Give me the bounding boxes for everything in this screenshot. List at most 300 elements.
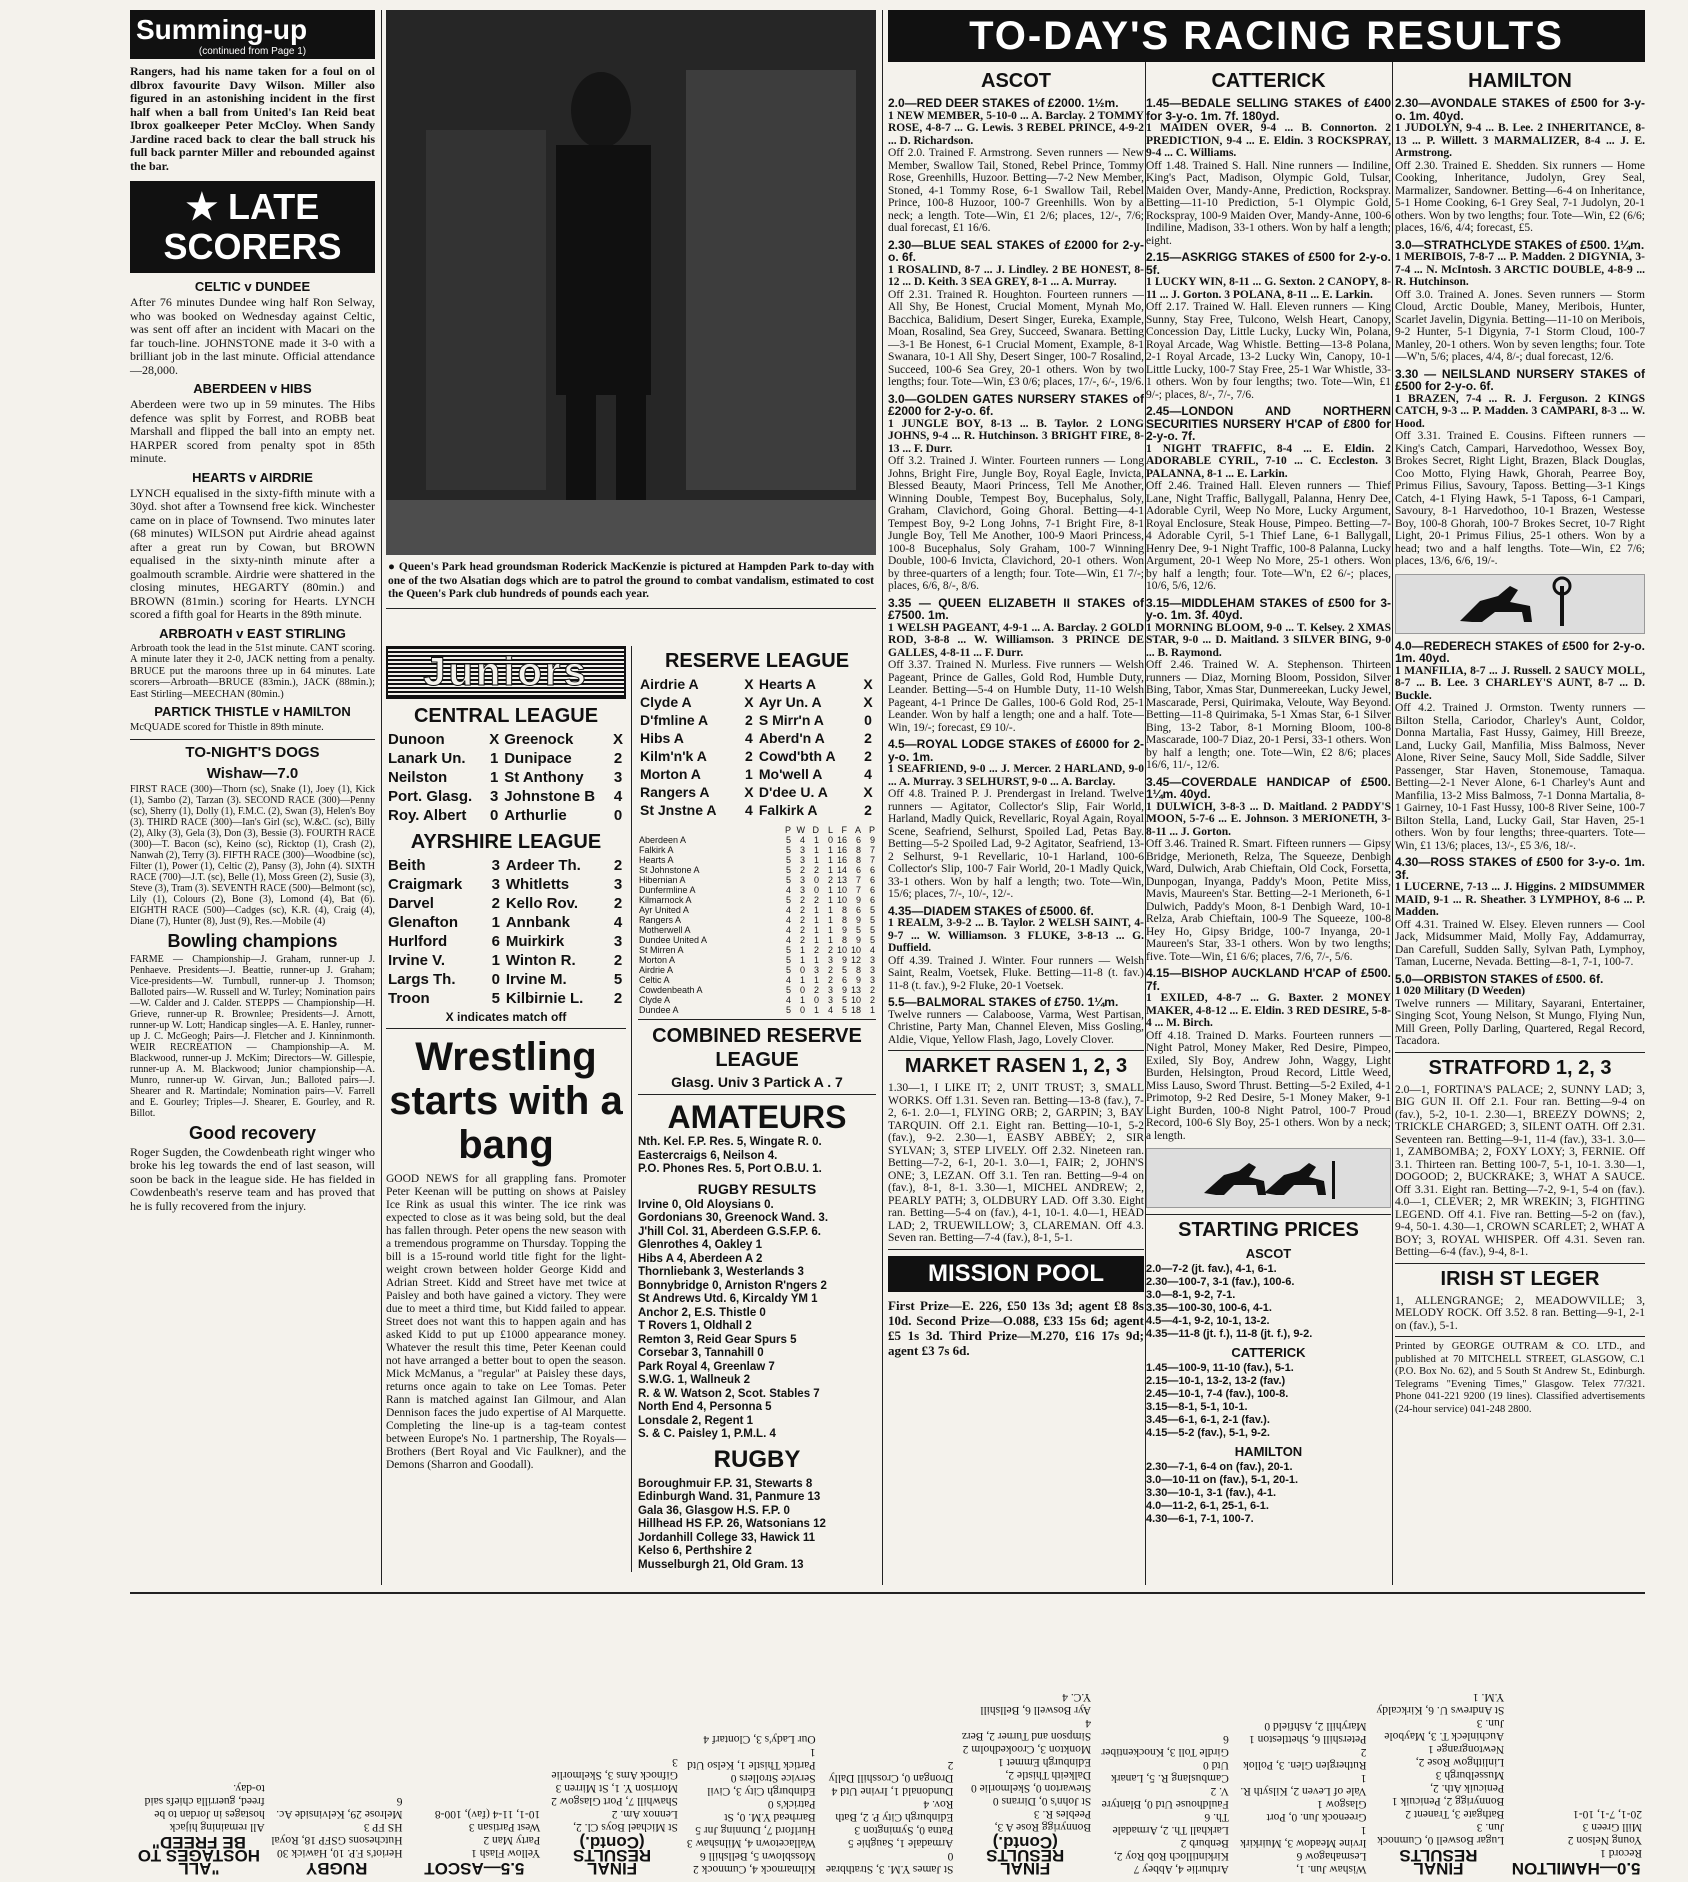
- league-value: 2: [813, 985, 819, 995]
- race-title: 1.45—BEDALE SELLING STAKES of £400 for 3-y-o. 1m. 7f. 180yd.: [1146, 96, 1391, 123]
- score-cell: 2: [744, 748, 753, 764]
- league-row: [638, 845, 876, 855]
- stop-press-line: Simpson and Turner 2, Berz 4: [961, 1717, 1092, 1742]
- reserve-league-row: [638, 711, 876, 729]
- score-cell: 2: [864, 730, 872, 746]
- team-cell: Irvine M.: [505, 971, 567, 988]
- league-value: 6: [855, 835, 861, 845]
- team-cell: Annbank: [505, 914, 570, 931]
- league-value: 2: [813, 865, 819, 875]
- league-value: 16: [836, 835, 847, 845]
- dogs-venue: Wishaw—7.0: [206, 764, 299, 782]
- race-result: [888, 97, 1144, 235]
- stop-press-line: Yellow Flash 1: [471, 1847, 541, 1859]
- league-row: [638, 875, 876, 885]
- league-value: 8: [855, 855, 861, 865]
- stop-press-heading: 5.5—ASCOT: [424, 1859, 525, 1878]
- rugby-result: Corsebar 3, Tannahill 0: [638, 1347, 764, 1359]
- team-cell: Hibs A: [640, 730, 684, 746]
- central-league-row: [386, 787, 626, 806]
- league-value: 1: [827, 905, 833, 915]
- league-value: 8: [841, 935, 847, 945]
- stop-press-line: All remaining hijack hostages in Jordan to be freed, guerrilla chiefs said to-day.: [144, 1782, 265, 1833]
- stop-press-line: Irvine Meadow 3, Muirkirk 1: [1240, 1824, 1367, 1849]
- score-cell: 2: [613, 952, 623, 969]
- stop-press-line: Gifnock Ams 3, Skelmorlie 3: [551, 1756, 678, 1781]
- stop-press-line: Greenock Jun. 0, Port Glasgow 1: [1266, 1798, 1367, 1823]
- stop-press-line: Drongan 0, Crosshill Dally 2: [828, 1759, 954, 1784]
- league-value: 5: [841, 995, 847, 1005]
- score-cell: 4: [744, 802, 753, 818]
- league-row: [638, 975, 876, 985]
- race-result: [1146, 597, 1391, 772]
- ayrshire-league-row: [386, 932, 626, 951]
- league-team: St Johnstone A: [639, 865, 700, 875]
- rugby-results-heading: RUGBY RESULTS: [697, 1180, 817, 1197]
- score-cell: 0: [613, 807, 623, 824]
- team-cell: Greenock: [504, 731, 574, 748]
- race-placings: 1 LUCKY WIN, 8-11 ... G. Sexton. 2 CANOPY, 8-11 ... J. Gorton. 3 POLANA, 8-11 ... E. Larkin.: [1146, 276, 1391, 301]
- race-result: [888, 996, 1144, 1046]
- league-row: [638, 935, 876, 945]
- stratford-results: 2.0—1, FORTINA'S PALACE; 2, SUNNY LAD; 3, BIG GUN II. Off 2.1. Four ran. Betting—9-4 on (fav.), 5-2, 10-1. 2.30—1, BREEZY DOWNS; 2, TRICKLE CHARGED; 3, SILENT OATH. Off 2.31. Seventeen ran. Betting—9-1, 11-4 (fav.), 33-1. 3.0—1, ZAMBOMBA; 2, FOXY LOXY; 3, FERNIE. Off 3.1. Thirteen ran. Betting 100-7, 5-1, 10-1. 3.30—1, DOGOOD; 2, BUCKRAKE; 3, WHAT A SAUCE. Off 3.31. Eight ran. Betting—7-2, 9-1, 5-4 on (fav.). 4.0—1, CLEVER; 2, MR WREKIN; 3, FIGHTING LEGEND. Off 4.1. Five ran. Betting—5-2 on (fav.), 9-4, 50-1. 4.30—1, CROWN SCARLET; 2, WHAT A BOY; 3, ROYAL WHISPER. Off 4.31. Seven ran. Betting—6-4 (fav.), 9-4, 8-1.: [1395, 1083, 1645, 1258]
- summing-up-header: [130, 10, 375, 59]
- league-value: 5: [785, 865, 791, 875]
- league-value: 8: [855, 845, 861, 855]
- race-placings: 1 BRAZEN, 7-4 ... R. J. Ferguson. 2 KINGS CATCH, 9-3 ... P. Madden. 3 CAMPARI, 8-3 ... W. Hood.: [1395, 392, 1645, 430]
- league-value: 4: [785, 905, 791, 915]
- league-value: 3: [827, 985, 833, 995]
- race-notes: Off 2.31. Trained R. Houghton. Fourteen runners — All Shy, Be Honest, Crucial Moment, Mynah Mo, Bacchica, Balidium, Desert Singer, Eureka, Example, Moan, Rosalind, Sea Grey, Succeed, Swanara. Betting—3-1 Be Honest, 6-1 Crucial Moment, Example, 8-1 Swanara, 10-1 All Shy, Desert Singer, 100-7 Rosalind, Succeed, 100-6 Sea Grey, 20-1 others. Won by two lengths; four. Tote—Win, £3 0/6; places, 17/-, 6/-, 19/6.: [888, 288, 1144, 388]
- irish-st-leger-heading: IRISH ST LEGER: [1440, 1267, 1600, 1290]
- ayrshire-league-row: [386, 989, 626, 1008]
- league-value: 0: [827, 835, 833, 845]
- race-result: [1146, 776, 1391, 964]
- stop-press-column: [133, 1599, 265, 1878]
- juniors-block: [386, 646, 626, 1474]
- stop-press-line: Barrhead Y.M. 0, St Patrick's 0: [724, 1798, 816, 1823]
- race-placings: 1 020 Military (D Weeden): [1395, 985, 1526, 997]
- league-value: 4: [785, 935, 791, 945]
- stop-press-line: Young Nelson 2: [1567, 1834, 1642, 1846]
- race-result: [1395, 856, 1645, 969]
- score-cell: 3: [491, 876, 500, 893]
- league-value: 0: [813, 995, 819, 1005]
- race-placings: 1 DULWICH, 3-8-3 ... D. Maitland. 2 PADDY'S MOON, 5-7-6 ... E. Johnson. 3 MERIONETH, 3-8-11 ... J. Gorton.: [1146, 800, 1391, 838]
- wrestling-text: GOOD NEWS for all grappling fans. Promoter Peter Keenan will be putting on shows at Paisley Ice Rink as usual this winter. The ice rink was expected to close as it was being sold, but the deal has fallen through. Peter opens the new season with a tremendous programme on Thursday. Topping the bill is a 15-round world title fight for the light-weight crown between holder George Kidd and Adrian Street. Kidd and Street have met twice at Paisley and both have gained a victory. They were due to meet a third time, but Kidd failed to appear. Street does not want this to happen again and has asked Kidd to put up £1000 appearance money. Whatever the result this time, Peter Keenan could not have arranged a better bout to open the season. Mick McManus, a "regular" at Paisley these days, returns once again to take on Lee Tomas. Peter Rann is matched against Ian Gilmour, and Alan Dennison faces the judo expertise of Al Marquette. Completing the line-up is a tag-team contest between Europe's No. 1 partnership, The Royals—Brothers (Bert Royal and Vic Faulkner), and the Demons (Sharron and Goodall).: [386, 1173, 626, 1471]
- league-header-cell: [638, 825, 778, 835]
- league-header-row: [638, 825, 876, 835]
- league-value: 1: [813, 925, 819, 935]
- stop-press-line: Patna 0, Symington 3: [854, 1824, 954, 1836]
- race-title: 3.0—STRATHCLYDE STAKES of £500. 1¼m.: [1395, 237, 1645, 252]
- central-league-heading: CENTRAL LEAGUE: [413, 705, 599, 727]
- rugby-result: Park Royal 4, Greenlaw 7: [638, 1360, 775, 1373]
- rugby-result: Edinburgh Wand. 31, Panmure 13: [638, 1491, 821, 1503]
- team-cell: D'dee U. A: [758, 784, 828, 800]
- stop-press-column: [1235, 1599, 1367, 1875]
- team-cell: Kilbirnie L.: [505, 990, 584, 1007]
- team-cell: Muirkirk: [505, 933, 565, 950]
- team-cell: Arthurlie: [504, 807, 567, 824]
- league-value: 5: [855, 925, 861, 935]
- reserve-league-row: [638, 675, 876, 693]
- race-placings: 1 MORNING BLOOM, 9-0 ... T. Kelsey. 2 XMAS STAR, 9-0 ... D. Maitland. 3 SILVER BING, 9-0 ... B. Raymond.: [1146, 621, 1391, 659]
- league-value: 1: [827, 865, 833, 875]
- team-cell: Lanark Un.: [388, 750, 466, 767]
- score-cell: X: [863, 694, 873, 710]
- league-value: 1: [799, 945, 805, 955]
- stop-press-line: Party Man 2: [483, 1834, 541, 1846]
- ascot-heading: ASCOT: [981, 70, 1051, 92]
- score-cell: 2: [864, 748, 872, 764]
- race-placings: 1 NIGHT TRAFFIC, 8-4 ... E. Eldin. 2 ADORABLE CYRIL, 7-10 ... C. Eccleston. 3 PALANNA, 8-1 ... E. Larkin.: [1146, 442, 1391, 480]
- league-row: [638, 835, 876, 845]
- league-header-cell: P: [784, 825, 791, 835]
- score-cell: 1: [490, 750, 499, 767]
- league-header-cell: A: [854, 825, 861, 835]
- race-result: [1395, 239, 1645, 364]
- rugby-result: Irvine 0, Old Aloysians 0.: [638, 1198, 774, 1211]
- starting-price: 3.0—8-1, 9-2, 7-1.: [1146, 1289, 1236, 1301]
- team-cell: Port. Glasg.: [388, 788, 473, 805]
- stop-press-upside-down: [130, 1594, 1645, 1879]
- race-placings: 1 REALM, 3-9-2 ... B. Taylor. 2 WELSH SAINT, 4-9-7 ... W. Williamson. 3 FLUKE, 3-8-13 ... G. Duffield.: [888, 917, 1144, 954]
- score-cell: X: [744, 784, 754, 800]
- race-title: 2.30—AVONDALE STAKES of £500 for 3-y-o. 1m. 40yd.: [1395, 96, 1645, 123]
- ayrshire-league-table: [386, 856, 626, 1008]
- catterick-races: [1146, 97, 1391, 1142]
- stop-press-line: 20-1, 7-1, 10-1: [1573, 1808, 1642, 1820]
- rugby-result: Gala 36, Glasgow H.S. F.P. 0: [638, 1504, 790, 1517]
- sp-hamilton-list: [1146, 1461, 1391, 1526]
- combined-reserve-heading: COMBINED RESERVE LEAGUE: [652, 1025, 862, 1071]
- team-cell: Dunoon: [388, 731, 445, 748]
- league-header-cell: D: [812, 825, 819, 835]
- league-team: Celtic A: [639, 975, 670, 985]
- league-value: 6: [841, 975, 847, 985]
- race-title: 2.15—ASKRIGG STAKES of £500 for 2-y-o. 5f.: [1146, 250, 1391, 277]
- league-team: St Mirren A: [639, 945, 684, 955]
- rugby-result: R. & W. Watson 2, Scot. Stables 7: [638, 1387, 820, 1400]
- game-report: LYNCH equalised in the sixty-fifth minute with a 30yd. shot after a Townsend free kick. Winchester came on in place of Townsend. Two minutes later (68 minutes) WILSON put Airdrie ahead against after a great run by Cowan, but BROWN equalised in the sixty-ninth minute after a goalmouth scramble. Airdrie were shattered in the closing minutes, HEGARTY (80min.) and BROWN (81min.) scoring for Hearts. LYNCH scored a fifth goal for Hearts in the 89th minute.: [130, 485, 375, 621]
- reserve-league-row: [638, 765, 876, 783]
- league-value: 5: [841, 965, 847, 975]
- race-result: [1395, 368, 1645, 568]
- stop-press-line: Dundonald 1, Irvine Utd 4: [831, 1785, 954, 1797]
- score-cell: 1: [490, 769, 499, 786]
- reserve-league-table: [638, 825, 876, 1015]
- team-cell: Clyde A: [640, 694, 692, 710]
- starting-price: 2.30—7-1, 6-4 on (fav.), 20-1.: [1146, 1461, 1293, 1473]
- race-result: [888, 905, 1144, 993]
- rugby-result: North End 4, Personna 5: [638, 1401, 772, 1413]
- rugby-result: Hibs A 4, Aberdeen A 2: [638, 1252, 763, 1265]
- league-value: 3: [869, 955, 875, 965]
- stop-press-line: St John's 0, Dirrans 0: [992, 1795, 1092, 1807]
- league-value: 16: [836, 855, 847, 865]
- mission-pool-results: First Prize—E. 226, £50 13s 3d; agent £8 8s 10d. Second Prize—O.088, £33 15s 6d; agent £5 1s 3d. Third Prize—M.270, £16 17s 9d; agent £3 7s 6d.: [888, 1297, 1144, 1358]
- league-value: 1: [813, 845, 819, 855]
- league-value: 6: [869, 875, 875, 885]
- race-placings: 1 MERIBOIS, 7-8-7 ... P. Madden. 2 DIGYNIA, 3-7-4 ... N. McIntosh. 3 ARCTIC DOUBLE, 4-8-9 ... R. Hutchinson.: [1395, 251, 1645, 288]
- stop-press-line: Wallacetown 4, Milnshaw 3: [686, 1837, 816, 1849]
- rugby-result: Lonsdale 2, Regent 1: [638, 1414, 754, 1427]
- team-cell: Neilston: [388, 769, 448, 786]
- rugby-result: S.W.G. 1, Wallneuk 2: [638, 1374, 751, 1386]
- team-cell: Airdrie A: [640, 676, 699, 692]
- score-cell: X: [863, 676, 873, 692]
- hamilton-races: [1395, 97, 1645, 568]
- score-cell: 1: [491, 952, 500, 969]
- irish-st-leger-results: 1, ALLENGRANGE; 2, MEADOWVILLE; 3, MELODY ROCK. Off 3.52. 8 ran. Betting—9-1, 2-1 on (fav.), 5-1.: [1395, 1294, 1645, 1332]
- stop-press-line: Petershill 6, Shettleston 1: [1248, 1733, 1367, 1745]
- league-value: 5: [785, 835, 791, 845]
- league-value: 0: [799, 965, 805, 975]
- team-cell: Troon: [388, 990, 430, 1007]
- column-ascot: [888, 66, 1144, 1362]
- league-row: [638, 915, 876, 925]
- mission-pool-heading: MISSION POOL: [888, 1256, 1144, 1292]
- league-value: 14: [836, 865, 847, 875]
- league-value: 1: [827, 845, 833, 855]
- rugby-result: Remton 3, Reid Gear Spurs 5: [638, 1333, 797, 1346]
- summing-up-subtitle: (continued from Page 1): [198, 46, 307, 57]
- stop-press-heading: FINAL RESULTS (Contd.): [573, 1833, 652, 1878]
- game-report: After 76 minutes Dundee wing half Ron Selway, who was booked on Wednesday against Celtic, was sent off after an incident with Macari on the far touch-line. JOHNSTONE made it 3-0 with a brilliant job in the last minute. Official attendance—28,000.: [130, 295, 375, 377]
- starting-price: 3.15—8-1, 5-1, 10-1.: [1146, 1401, 1248, 1413]
- league-team: Aberdeen A: [639, 835, 687, 845]
- ayrshire-league-row: [386, 970, 626, 989]
- race-notes: Twelve runners — Calaboose, Varma, West Partisan, Christine, Party Man, Channel Eleven, Miss Gosling, Aldie, Vique, Yellow Flash, Jago, Lovely Clover.: [888, 1008, 1144, 1046]
- race-notes: Off 2.0. Trained F. Armstrong. Seven runners — New Member, Swallow Tail, Stoned, Rebel Prince, Tommy Rose, Greenhills, Huzoor. Betting—7-2 New Member, Stoned, 4-1 Tommy Rose, 6-1 Swallow Tail, Rebel Prince, 100-8 Huzoor, 100-7 Greenhills. Won by a neck; a length. Tote—Win, £1 2/6; places, 12/-, 7/6; dual forecast, £1 16/6.: [888, 147, 1144, 234]
- race-placings: 1 MAIDEN OVER, 9-4 ... B. Connorton. 2 PREDICTION, 9-4 ... E. Eldin. 3 ROCKSPRAY, 9-4 ... C. Williams.: [1146, 122, 1391, 159]
- league-row: [638, 865, 876, 875]
- race-result: [888, 239, 1144, 389]
- rugby-result: St Andrews Utd. 6, Kircaldy YM 1: [638, 1293, 818, 1305]
- race-placings: 1 EXILED, 4-8-7 ... G. Baxter. 2 MONEY MAKER, 4-8-12 ... E. Eldin. 3 RED DESIRE, 5-8-4 ... M. Birch.: [1146, 992, 1391, 1029]
- stop-press-heading: "ALL HOSTAGES TO BE FREED": [137, 1833, 260, 1878]
- reserve-block: [631, 646, 876, 1572]
- wrestling-heading: Wrestling starts with a bang: [389, 1035, 623, 1167]
- race-notes: Off 4.2. Trained J. Ormston. Twenty runners — Bilton Stella, Cariodor, Charley's Aunt, Coldor, Donna Martalia, Fast Hussy, Gaimey, Hill Breeze, Land, Lucky Gail, Manfilia, Miss Balmoss, Never Alone, River Seine, Saucy Moll, Side Saddle, Silver Passenger, Star Haven, Stonemouse, Tamaqua. Betting—2-1 Never Alone, 6-1 Charley's Aunt and Manfilia, 13-2 Miss Balmoss, 7-1 Donna Martalia, 8-1 Gairney, 10-1 Fast Hussy, 100-8 River Seine, 100-7 Bilton Stella, Land, Lucky Gail, Star Haven, 25-1 others. Won by four lengths; three-quarters. Tote—Win, £1 13/6; places, 13/-, £5 3/6, 18/-.: [1395, 702, 1645, 852]
- score-cell: 3: [613, 933, 623, 950]
- stop-press-heading: 5.0—HAMILTON: [1511, 1859, 1641, 1878]
- league-value: 3: [799, 885, 805, 895]
- score-cell: 6: [491, 933, 500, 950]
- stop-press-line: Morrison Y. 1, St Mirren 3: [555, 1782, 678, 1794]
- league-value: 4: [869, 945, 875, 955]
- stop-press-line: Bathgate 3, Tranent 2: [1405, 1808, 1505, 1820]
- league-value: 8: [841, 905, 847, 915]
- league-value: 3: [813, 965, 819, 975]
- stop-press-line: Rutherglen Glen. 3, Pollok 2: [1243, 1746, 1367, 1771]
- league-value: 1: [799, 975, 805, 985]
- league-value: 9: [841, 925, 847, 935]
- score-cell: 4: [864, 766, 872, 782]
- race-title: 2.0—RED DEER STAKES of £2000. 1½m.: [888, 96, 1119, 110]
- score-cell: 3: [613, 769, 623, 786]
- score-cell: X: [744, 676, 754, 692]
- league-value: 0: [799, 1005, 805, 1015]
- league-value: 4: [785, 925, 791, 935]
- league-value: 1: [827, 925, 833, 935]
- league-value: 0: [813, 875, 819, 885]
- team-cell: Ayr Un. A: [758, 694, 822, 710]
- league-value: 3: [799, 845, 805, 855]
- stop-press-line: Fauldhouse Utd 0, Blantyre V. 2: [1101, 1785, 1229, 1810]
- league-value: 7: [869, 845, 875, 855]
- late-scorers-line-2: SCORERS: [163, 226, 342, 267]
- reserve-league-row: [638, 783, 876, 801]
- race-title: 2.45—LONDON AND NORTHERN SECURITIES NURSERY H'CAP of £800 for 2-y-o. 7f.: [1146, 404, 1391, 443]
- score-cell: 4: [613, 788, 623, 805]
- race-placings: 1 LUCERNE, 7-13 ... J. Higgins. 2 MIDSUMMER MAID, 9-1 ... R. Sheather. 3 LYMPHOY, 8-6 ... P. Madden.: [1395, 881, 1645, 918]
- league-value: 2: [827, 965, 833, 975]
- rugby-result: Gordonians 30, Greenock Wand. 3.: [638, 1212, 829, 1224]
- score-cell: 0: [864, 712, 872, 728]
- stop-press-column: [546, 1599, 678, 1878]
- game-report: Aberdeen were two up in 59 minutes. The Hibs defence was split by Forrest, and ROBB beat Marshall and flipped the ball into an empty net. HARPER scored from penalty spot in 85th minute.: [130, 397, 375, 465]
- league-value: 9: [841, 955, 847, 965]
- race-placings: 1 JUNGLE BOY, 8-13 ... B. Taylor. 2 LONG JOHNS, 9-4 ... R. Hutchinson. 3 BRIGHT FIRE, 8-13 ... F. Durr.: [888, 417, 1144, 455]
- ayrshire-league-row: [386, 856, 626, 875]
- race-result: [1395, 973, 1645, 1048]
- league-value: 6: [855, 905, 861, 915]
- race-title: 2.30—BLUE SEAL STAKES of £2000 for 2-y-o. 6f.: [888, 237, 1144, 264]
- stratford-heading: STRATFORD 1, 2, 3: [1428, 1056, 1612, 1079]
- team-cell: Morton A: [640, 766, 701, 782]
- stop-press-column: [408, 1599, 541, 1878]
- racing-results-title: TO-DAY'S RACING RESULTS: [888, 10, 1645, 62]
- sp-catterick-heading: CATTERICK: [1231, 1345, 1306, 1360]
- stop-press-line: Shawhill 7, Port Glasgow 2: [551, 1795, 678, 1807]
- league-value: 5: [869, 925, 875, 935]
- hamilton-races-continued: [1395, 640, 1645, 1048]
- league-value: 7: [855, 885, 861, 895]
- league-value: 12: [850, 955, 861, 965]
- score-cell: 1: [744, 766, 753, 782]
- rugby-result: Anchor 2, E.S. Thistle 0: [638, 1306, 766, 1319]
- league-team: Ayr United A: [639, 905, 689, 915]
- league-value: 1: [827, 915, 833, 925]
- ayrshire-league-row: [386, 894, 626, 913]
- late-scorers-line-1: ★ LATE: [185, 186, 320, 227]
- racehorse-illustration: [1146, 1148, 1391, 1208]
- stop-press-line: St James Y.M. 3, Strathbrae 0: [825, 1850, 954, 1875]
- ayrshire-league-heading: AYRSHIRE LEAGUE: [410, 831, 602, 853]
- starting-price: 3.45—6-1, 6-1, 2-1 (fav.).: [1146, 1414, 1270, 1426]
- league-value: 7: [855, 875, 861, 885]
- league-value: 5: [785, 955, 791, 965]
- team-cell: Glenafton: [388, 914, 458, 931]
- starting-price: 4.0—11-2, 6-1, 25-1, 6-1.: [1146, 1500, 1269, 1512]
- race-result: [888, 393, 1144, 593]
- league-header-cell: L: [827, 825, 833, 835]
- team-cell: D'fmline A: [640, 712, 709, 728]
- racehorse-illustration: [1395, 574, 1645, 634]
- team-cell: Winton R.: [505, 952, 576, 969]
- recovery-text: Roger Sugden, the Cowdenbeath right winger who broke his leg towards the end of last season, will soon be back in the league side. He has fielded in Cowdenbeath's reserve team and has proved that he is fully recovered from the injury.: [130, 1144, 375, 1213]
- stop-press-line: Penicuik Ath. 2, Musselburgh 3: [1430, 1769, 1505, 1794]
- league-value: 3: [827, 955, 833, 965]
- team-cell: Whitletts: [505, 876, 570, 893]
- stop-press-line: Mill Green 3: [1582, 1821, 1642, 1833]
- league-row: [638, 925, 876, 935]
- league-value: 9: [855, 895, 861, 905]
- stop-press-line: Arthurlie 4, Abbey 7: [1133, 1863, 1229, 1875]
- league-team: Falkirk A: [639, 845, 674, 855]
- race-title: 3.35 — QUEEN ELIZABETH II STAKES of £7500. 1m.: [888, 595, 1144, 622]
- league-value: 0: [799, 985, 805, 995]
- team-cell: Aberd'n A: [758, 730, 825, 746]
- stop-press-line: Kilmarnock 4, Cumnock 2: [692, 1863, 816, 1875]
- race-result: [888, 738, 1144, 901]
- match-off-note: X indicates match off: [445, 1010, 567, 1024]
- race-notes: Off 2.46. Trained W. A. Stephenson. Thirteen runners — Diaz, Morning Bloom, Possidon, Silver Bing, Tabor, Xmas Star, Dunmereekan, Lucky Jewel, Mascarade, Persi, Quirimaka, Veloute, Way Beyond. Betting—11-8 Quirimaka, 5-1 Xmas Star, 6-1 Silver Bing, 13-2 Tabor, 8-1 Morning Bloom, 100-8 Mascarade, 100-7 Diaz, 20-1 Persi, 33-1 others. Won by half a length; one. Tote—Win, £2 8/6; places 16/6, 11/-, 12/6.: [1146, 659, 1391, 771]
- stop-press-heading: RUGBY: [305, 1859, 368, 1878]
- league-header-cell: P: [868, 825, 875, 835]
- race-notes: Off 2.46. Trained Hall. Eleven runners — Thief Lane, Night Traffic, Ballygall, Palanna, Henry Dee, Adorable Cyril, Weep No More, Lucky Argument, Royal Enclosure, Steak House, Pimpeo. Betting—7-4 Adorable Cyril, 5-1 Thief Lane, 6-1 Ballygall, Henry Dee, 9-1 Night Traffic, 100-8 Palanna, Lucky Argument, 20-1 Weep No More, 25-1 others. Won by half a length; four. Tote—W'n, £2 6/-; places, 10/6, 5/6, 12/6.: [1146, 480, 1391, 592]
- score-cell: 2: [491, 895, 500, 912]
- race-notes: Off 3.0. Trained A. Jones. Seven runners — Storm Cloud, Arctic Double, Maney, Meribois, Hunter, Scarlet Javelin, Digynia. Betting—11-10 on Meribois, 9-2 Hunter, 5-1 Digynia, 7-1 Storm Cloud, 100-7 Manley, 20-1 others. Won by seven lengths; four. Tote—W'n, 5/6; places, 4/4, 8/-; dual forecast, 12/6.: [1395, 288, 1645, 363]
- league-value: 4: [785, 995, 791, 1005]
- column-rule: [882, 10, 883, 1585]
- racehorse-icon: [1440, 576, 1600, 631]
- score-cell: 4: [744, 730, 753, 746]
- starting-price: 2.15—10-1, 13-2, 13-2 (fav.): [1146, 1375, 1286, 1387]
- stop-press-line: Partick Thistle 1, Kelso Utd 1: [687, 1746, 816, 1771]
- dogs-runners: FIRST RACE (300)—Thorn (sc), Snake (1), Joey (1), Kick (1), Sambo (2), Tarzan (3). SECOND RACE (300)—Penny (sc), Sherry (1), Dolly (1), F.M.C. (2), Swan (3), Helen's Boy (3). THIRD RACE (300)—Ian's Girl (sc), W.&C. (sc), Billy (2), Alky (3), Gela (3), Don (3), Bessie (3). FOURTH RACE (300)—T. Bacon (sc), Keino (sc), Ricktop (1), Crash (2), Nanwah (2), Terry (3). FIFTH RACE (300)—Woodbine (sc), Filter (1), Power (1), Celtic (2), Pansy (3), John (4). SIXTH RACE (700)—J.T. (sc), Belle (1), Moss Green (2), Susie (3), Steve (3), Tram (3). SEVENTH RACE (500)—Belmont (sc), Lily (1), Colours (2), Bone (3), Lomond (4), Bat (6). EIGHTH RACE (500)—Cadges (sc), K.R. (4), Craig (4), Diane (7), Hunter (8), Just (9), Res.—Mobile (4): [130, 783, 375, 927]
- race-notes: Off 4.18. Trained D. Marks. Fourteen runners — Night Patrol, Money Maker, Red Desire, Pimpeo, Exiled, Sly Boy, Andrew John, Waggy, Light Burden, Helsington, Proud Record, Little Weed, Miss Lauso, Sword Thrust. Betting—5-2 Exiled, 4-1 Primotop, 9-2 Red Desire, 5-1 Money Maker, 9-1 Light Burden, 100-8 Night Patrol, 100-7 Proud Record, 100-6 Sly Boy, 25-1 others. Won by a neck; a length.: [1146, 1029, 1391, 1142]
- race-title: 3.45—COVERDALE HANDICAP of £500. 1¼m. 40yd.: [1146, 774, 1391, 801]
- juniors-heading: Juniors: [386, 646, 626, 699]
- reserve-league-row: [638, 801, 876, 819]
- starting-price: 2.0—7-2 (jt. fav.), 4-1, 6-1.: [1146, 1263, 1277, 1275]
- stop-press-line: West Partisan 3: [468, 1821, 541, 1833]
- stop-press-line: Heriot's F.P. 10, Hawick 30: [277, 1847, 403, 1859]
- league-value: 1: [813, 935, 819, 945]
- starting-price: 4.30—6-1, 7-1, 100-7.: [1146, 1513, 1254, 1525]
- sp-catterick-list: [1146, 1362, 1391, 1440]
- league-row: [638, 945, 876, 955]
- league-team: Hearts A: [639, 855, 674, 865]
- stop-press-line: Mossblown 5, Bellshill 6: [699, 1850, 816, 1862]
- league-value: 3: [869, 965, 875, 975]
- score-cell: 5: [491, 990, 500, 1007]
- stop-press-line: Larkhall Th. 2, Armadale Th. 6: [1112, 1811, 1229, 1836]
- race-placings: 1 NEW MEMBER, 5-10-0 ... A. Barclay. 2 TOMMY ROSE, 4-8-7 ... G. Lewis. 3 REBEL PRINCE, 4-9-2 ... D. Richardson.: [888, 109, 1144, 147]
- combined-reserve-result: Glasg. Univ 3 Partick A . 7: [671, 1074, 843, 1090]
- starting-price: 4.15—5-2 (fav.), 5-1, 9-2.: [1146, 1427, 1270, 1439]
- stop-press-line: Stewarton 0, Skelmorlie 0: [971, 1782, 1092, 1794]
- score-cell: 2: [613, 857, 623, 874]
- league-value: 3: [799, 875, 805, 885]
- league-value: 1: [869, 1005, 875, 1015]
- score-cell: 3: [613, 876, 623, 893]
- league-value: 3: [799, 855, 805, 865]
- league-value: 1: [827, 935, 833, 945]
- game-report: Arbroath took the lead in the 51st minute. CANT scoring. A minute later they it 2-0, JACK netting from a penalty. BRUCE put the maroons three up in 64 minutes. Late scorers—Arbroath—BRUCE (83min.), JACK (88min.); East Stirling—MEECHAN (80min.): [130, 642, 375, 700]
- race-placings: 1 WELSH PAGEANT, 4-9-1 ... A. Barclay. 2 GOLD ROD, 3-8-8 ... W. Williamson. 3 PRINCE DE GALLES, 4-8-11 ... F. Durr.: [888, 621, 1144, 659]
- printer-imprint: Printed by GEORGE OUTRAM & CO. LTD., and published at 70 MITCHELL STREET, GLASGOW, C.1 (P.O. Box No. 62), and 5 South St Andrew St., Edinburgh. Telegrams "Evening Times," Glasgow. Telex 77/321. Phone 041-221 9200 (19 lines). Classified advertisements (24-hour service) 041-248 2800.: [1395, 1341, 1645, 1415]
- league-value: 10: [850, 945, 861, 955]
- league-value: 6: [869, 865, 875, 875]
- photo-caption: ● Queen's Park head groundsman Roderick MacKenzie is pictured at Hampden Park to-day with one of the two Alsatian dogs which are to patrol the ground to combat vandalism, estimated to cost the Queen's Park club hundreds of pounds each year.: [388, 561, 874, 600]
- league-value: 5: [785, 855, 791, 865]
- league-value: 1: [813, 855, 819, 865]
- league-row: [638, 1005, 876, 1015]
